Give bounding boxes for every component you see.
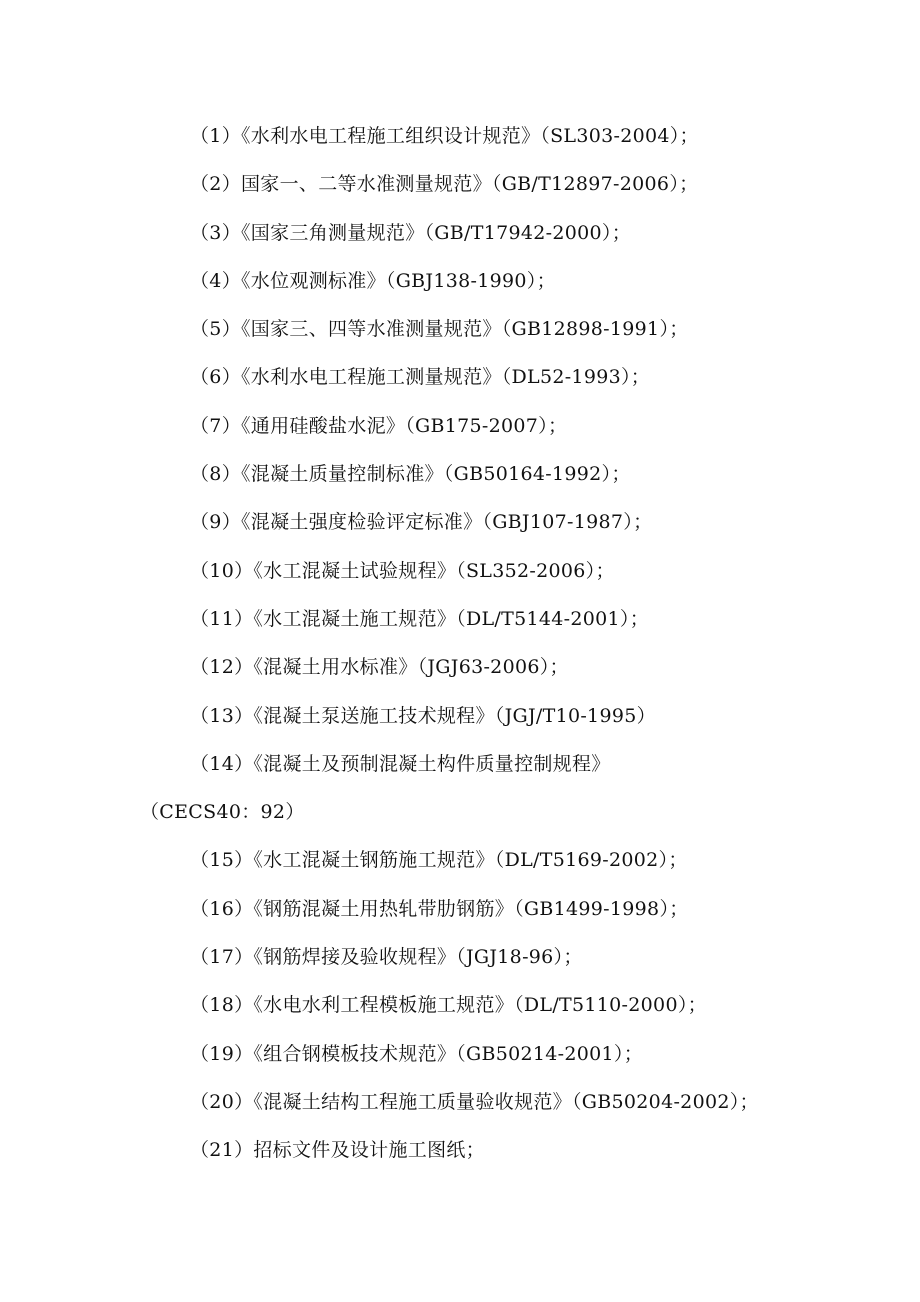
list-item: （3）《国家三角测量规范》（GB/T17942-2000）； [190, 221, 632, 244]
list-item: （19）《组合钢模板技术规范》（GB50214-2001）； [190, 1042, 644, 1065]
list-item: （12）《混凝土用水标准》（JGJ63-2006）； [190, 656, 569, 679]
list-item: （8）《混凝土质量控制标准》（GB50164-1992）； [190, 463, 631, 486]
list-item: （10）《水工混凝土试验规程》（SL352-2006）； [190, 559, 615, 582]
reference-list [0, 116, 920, 1179]
list-item: （9）《混凝土强度检验评定标准》（GBJ107-1987）； [190, 511, 653, 534]
list-item-continuation: （CECS40：92） [140, 801, 305, 824]
list-item: （2）国家一、二等水准测量规范》（GB/T12897-2006）； [190, 173, 699, 196]
list-item: （17）《钢筋焊接及验收规程》（JGJ18-96）； [190, 946, 583, 969]
list-item: （13）《混凝土泵送施工技术规程》（JGJ/T10-1995） [190, 704, 656, 727]
list-item: （1）《水利水电工程施工组织设计规范》（SL303-2004）； [190, 125, 699, 147]
list-item: （4）《水位观测标准》（GBJ138-1990）； [190, 269, 556, 292]
list-item: （5）《国家三、四等水准测量规范》（GB12898-1991）； [190, 318, 689, 341]
list-item: （7）《通用硅酸盐水泥》（GB175-2007）； [190, 414, 568, 437]
list-item: （16）《钢筋混凝土用热轧带肋钢筋》（GB1499-1998）； [190, 897, 689, 920]
list-item: （15）《水工混凝土钢筋施工规范》（DL/T5169-2002）； [190, 849, 688, 872]
list-item: （6）《水利水电工程施工测量规范》（DL52-1993）； [190, 366, 651, 389]
list-item: （14）《混凝土及预制混凝土构件质量控制规程》 [190, 752, 611, 775]
list-item: （20）《混凝土结构工程施工质量验收规范》（GB50204-2002）； [190, 1090, 759, 1113]
list-item: （18）《水电水利工程模板施工规范》（DL/T5110-2000）； [190, 994, 707, 1017]
list-item: （11）《水工混凝土施工规范》（DL/T5144-2001）； [190, 607, 650, 630]
list-item: （21）招标文件及设计施工图纸； [190, 1139, 485, 1162]
